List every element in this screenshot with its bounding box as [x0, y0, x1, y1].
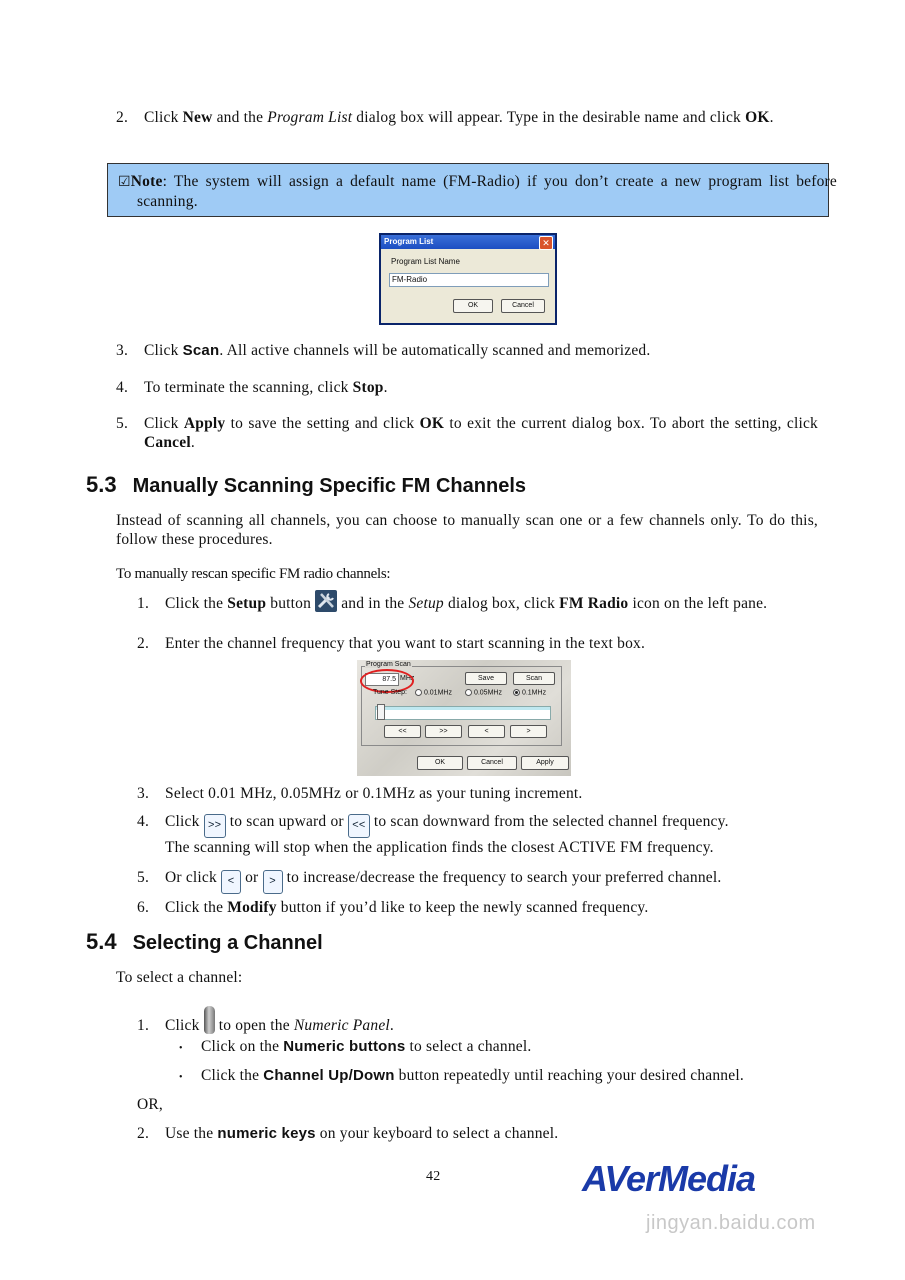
frequency-slider[interactable]	[375, 706, 551, 720]
manual-step-4: 4. Click >> to scan upward or << to scan downward from the selected channel frequency. The scanning will stop when the application finds the closest ACTIVE FM frequency.	[137, 813, 729, 856]
program-scan-group-label: Program Scan	[366, 661, 411, 668]
program-list-name-label: Program List Name	[391, 257, 460, 266]
manual-step-5: 5. Or click < or > to increase/decrease the frequency to search your preferred channel.	[137, 868, 818, 894]
program-list-dialog	[379, 233, 557, 325]
note-box	[107, 163, 837, 217]
manual-step-6: 6. Click the Modify button if you’d like to keep the newly scanned frequency.	[137, 899, 649, 916]
tune-step-0-01[interactable]: 0.01MHz	[415, 689, 452, 696]
program-scan-panel	[357, 660, 571, 776]
section-5-3-intro: Instead of scanning all channels, you can choose to manually scan one or a few channels only. To do this, follow these procedures.	[116, 512, 818, 548]
section-5-3-heading: 5.3 Manually Scanning Specific FM Channels	[86, 472, 527, 497]
scan-upward-icon: >>	[204, 814, 226, 838]
note-text: : The system will assign a default name (FM-Radio) if you don’t create a new program list before scanning.	[137, 173, 837, 210]
section-5-3-lead: To manually rescan specific FM radio channels:	[116, 566, 391, 582]
page-number: 42	[426, 1169, 441, 1184]
ok-button[interactable]: OK	[453, 299, 493, 313]
bullet-dot: •	[179, 1072, 183, 1083]
step-2-new-program: 2. Click New and the Program List dialog box will appear. Type in the desirable name and click OK.	[116, 109, 774, 126]
or-label: OR,	[137, 1096, 164, 1113]
step-3-scan: 3. Click Scan. All active channels will be automatically scanned and memorized.	[116, 342, 651, 359]
bullet-dot: •	[179, 1043, 183, 1054]
program-list-name-input[interactable]: FM-Radio	[389, 273, 549, 287]
cancel-button[interactable]: Cancel	[501, 299, 545, 313]
scan-up-button[interactable]: >>	[425, 725, 462, 738]
select-step-1: 1. Click to open the Numeric Panel.	[137, 1006, 818, 1035]
slider-thumb[interactable]	[377, 704, 385, 720]
scan-downward-icon: <<	[348, 814, 370, 838]
tune-step-0-05[interactable]: 0.05MHz	[465, 689, 502, 696]
panel-apply-button[interactable]: Apply	[521, 756, 569, 770]
panel-ok-button[interactable]: OK	[417, 756, 463, 770]
tune-step-0-1[interactable]: 0.1MHz	[513, 689, 546, 696]
select-step-2: 2. Use the numeric keys on your keyboard to select a channel.	[137, 1125, 559, 1142]
bullet-numeric-buttons: • Click on the Numeric buttons to select a channel.	[179, 1037, 819, 1058]
setup-tools-icon	[315, 590, 337, 612]
manual-step-3: 3. Select 0.01 MHz, 0.05MHz or 0.1MHz as your tuning increment.	[137, 785, 583, 802]
dialog-title: Program List	[381, 235, 555, 249]
section-5-4-heading: 5.4 Selecting a Channel	[86, 929, 323, 954]
step-5-apply: 5. Click Apply to save the setting and click OK to exit the current dialog box. To abort the setting, click Cancel.	[116, 415, 818, 451]
save-button[interactable]: Save	[465, 672, 507, 685]
avermedia-logo: AVerMedia	[582, 1158, 756, 1199]
increase-icon: >	[263, 870, 283, 894]
close-icon[interactable]: ✕	[539, 236, 553, 250]
step-up-button[interactable]: >	[510, 725, 547, 738]
checkbox-icon: ☑	[118, 174, 131, 190]
decrease-icon: <	[221, 870, 241, 894]
frequency-input[interactable]: 87.5	[365, 673, 399, 686]
step-4-stop: 4. To terminate the scanning, click Stop.	[116, 379, 388, 396]
scan-down-button[interactable]: <<	[384, 725, 421, 738]
baidu-watermark: jingyan.baidu.com	[646, 1212, 816, 1234]
numeric-panel-handle-icon	[204, 1006, 215, 1034]
tune-step-label: Tune Step:	[373, 689, 407, 696]
note-label: Note	[130, 173, 163, 190]
manual-step-1: 1. Click the Setup button and in the Setup dialog box, click FM Radio icon on the left pane.	[137, 590, 818, 613]
panel-cancel-button[interactable]: Cancel	[467, 756, 517, 770]
scan-button[interactable]: Scan	[513, 672, 555, 685]
section-5-4-lead: To select a channel:	[116, 969, 243, 986]
step-down-button[interactable]: <	[468, 725, 505, 738]
bullet-channel-up-down: • Click the Channel Up/Down button repeatedly until reaching your desired channel.	[179, 1066, 819, 1087]
frequency-unit: MHz	[400, 675, 415, 682]
manual-step-2: 2. Enter the channel frequency that you want to start scanning in the text box.	[137, 635, 646, 652]
